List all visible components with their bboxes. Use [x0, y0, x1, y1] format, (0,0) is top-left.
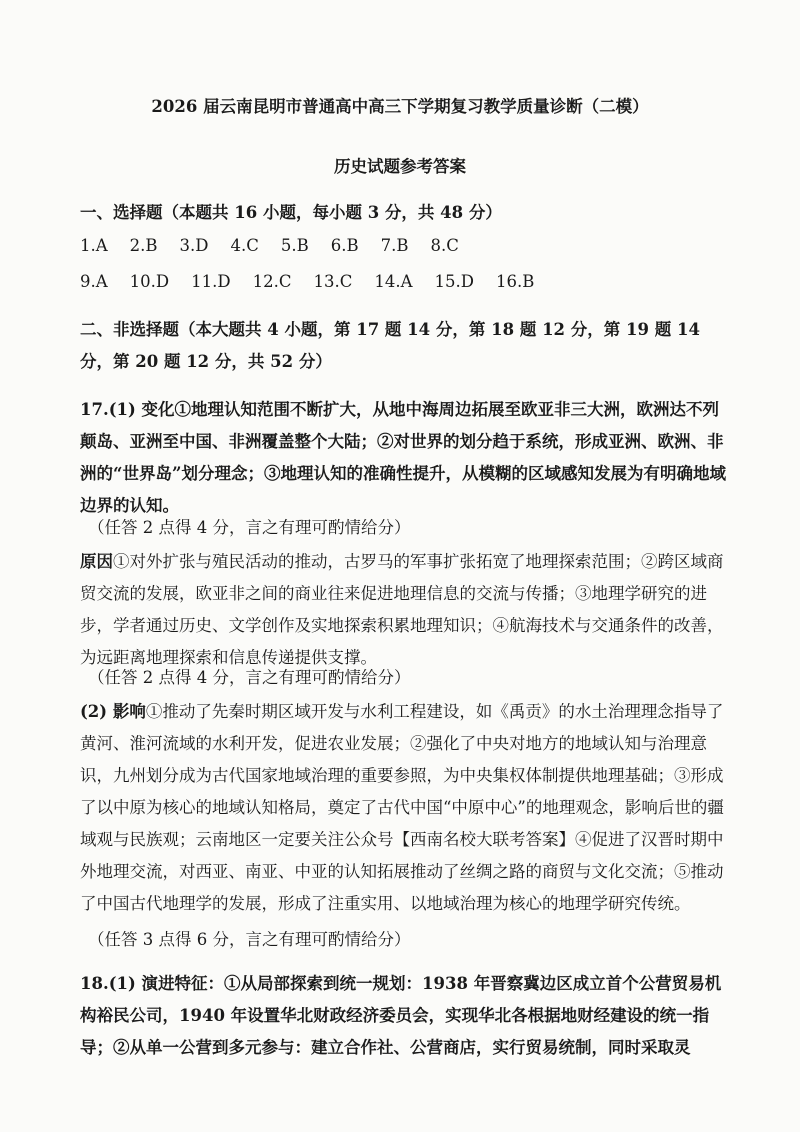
- answer-item: 13.C: [313, 272, 353, 291]
- answer-item: 4.C: [230, 236, 259, 255]
- answer-item: 2.B: [129, 236, 158, 255]
- q17-scoring-note-2: （任答 2 点得 4 分，言之有理可酌情给分）: [88, 668, 411, 687]
- answer-item: 6.B: [330, 236, 359, 255]
- answer-item: 3.D: [179, 236, 209, 255]
- answer-item: 1.A: [80, 236, 108, 255]
- q17-reasons: [80, 546, 732, 674]
- section1-heading: 一、选择题（本题共 16 小题，每小题 3 分，共 48 分）: [80, 203, 502, 222]
- answer-item: 14.A: [374, 272, 413, 291]
- q17-scoring-note-3: （任答 3 点得 6 分，言之有理可酌情给分）: [88, 930, 411, 949]
- answer-item: 5.B: [280, 236, 309, 255]
- answer-item: 10.D: [129, 272, 170, 291]
- q17-part2-label: (2) 影响: [80, 702, 146, 721]
- answer-item: 9.A: [80, 272, 108, 291]
- q17-part2: [80, 696, 732, 920]
- answer-item: 15.D: [434, 272, 475, 291]
- q17-reasons-label: 原因: [80, 552, 113, 571]
- answer-item: 7.B: [380, 236, 409, 255]
- answer-item: 12.C: [252, 272, 292, 291]
- answer-row-1: [80, 230, 732, 262]
- answer-item: 8.C: [430, 236, 459, 255]
- answer-item: 11.D: [191, 272, 231, 291]
- document-title: 2026 届云南昆明市普通高中高三下学期复习教学质量诊断（二模）: [151, 97, 649, 116]
- q17-part2-text: ①推动了先秦时期区域开发与水利工程建设，如《禹贡》的水土治理理念指导了黄河、淮河流域的水利开发，促进农业发展；②强化了中央对地方的地域认知与治理意识，九州划分成为古代国家地域治理的重要参照，为中央集权体制提供地理基础；③形成了以中原为核心的地域认知格局，奠定了古代中国“中原中心”的地理观念，影响后世的疆域观与民族观；云南地区一定要关注公众号【西南名校大联考答案】④促进了汉晋时期中外地理交流，对西亚、南亚、中亚的认知拓展推动了丝绸之路的商贸与文化交流；⑤推动了中国古代地理学的发展，形成了注重实用、以地域治理为核心的地理学研究传统。: [80, 702, 724, 913]
- q18-part1: 18.(1) 演进特征：①从局部探索到统一规划：1938 年晋察冀边区成立首个公营贸易机构裕民公司，1940 年设置华北财政经济委员会，实现华北各根据地财经建设的统一指导；②从单一公营到多元参与：建立合作社、公营商店，实行贸易统制，同时采取灵: [80, 974, 722, 1057]
- q17-scoring-note-1: （任答 2 点得 4 分，言之有理可酌情给分）: [88, 518, 411, 537]
- q17-reasons-text: ①对外扩张与殖民活动的推动，古罗马的军事扩张拓宽了地理探索范围；②跨区域商贸交流的发展，欧亚非之间的商业往来促进地理信息的交流与传播；③地理学研究的进步，学者通过历史、文学创作及实地探索积累地理知识；④航海技术与交通条件的改善，为远距离地理探索和信息传递提供支撑。: [80, 552, 724, 667]
- answer-row-2: [80, 266, 732, 298]
- q17-part1: 17.(1) 变化①地理认知范围不断扩大，从地中海周边拓展至欧亚非三大洲，欧洲达不列颠岛、亚洲至中国、非洲覆盖整个大陆；②对世界的划分趋于系统，形成亚洲、欧洲、非洲的“世界岛”划分理念；③地理认知的准确性提升，从模糊的区域感知发展为有明确地域边界的认知。: [80, 400, 726, 515]
- document-subtitle: 历史试题参考答案: [334, 157, 466, 176]
- answer-item: 16.B: [496, 272, 535, 291]
- section2-heading: 二、非选择题（本大题共 4 小题，第 17 题 14 分，第 18 题 12 分，第 19 题 14 分，第 20 题 12 分，共 52 分）: [80, 320, 700, 371]
